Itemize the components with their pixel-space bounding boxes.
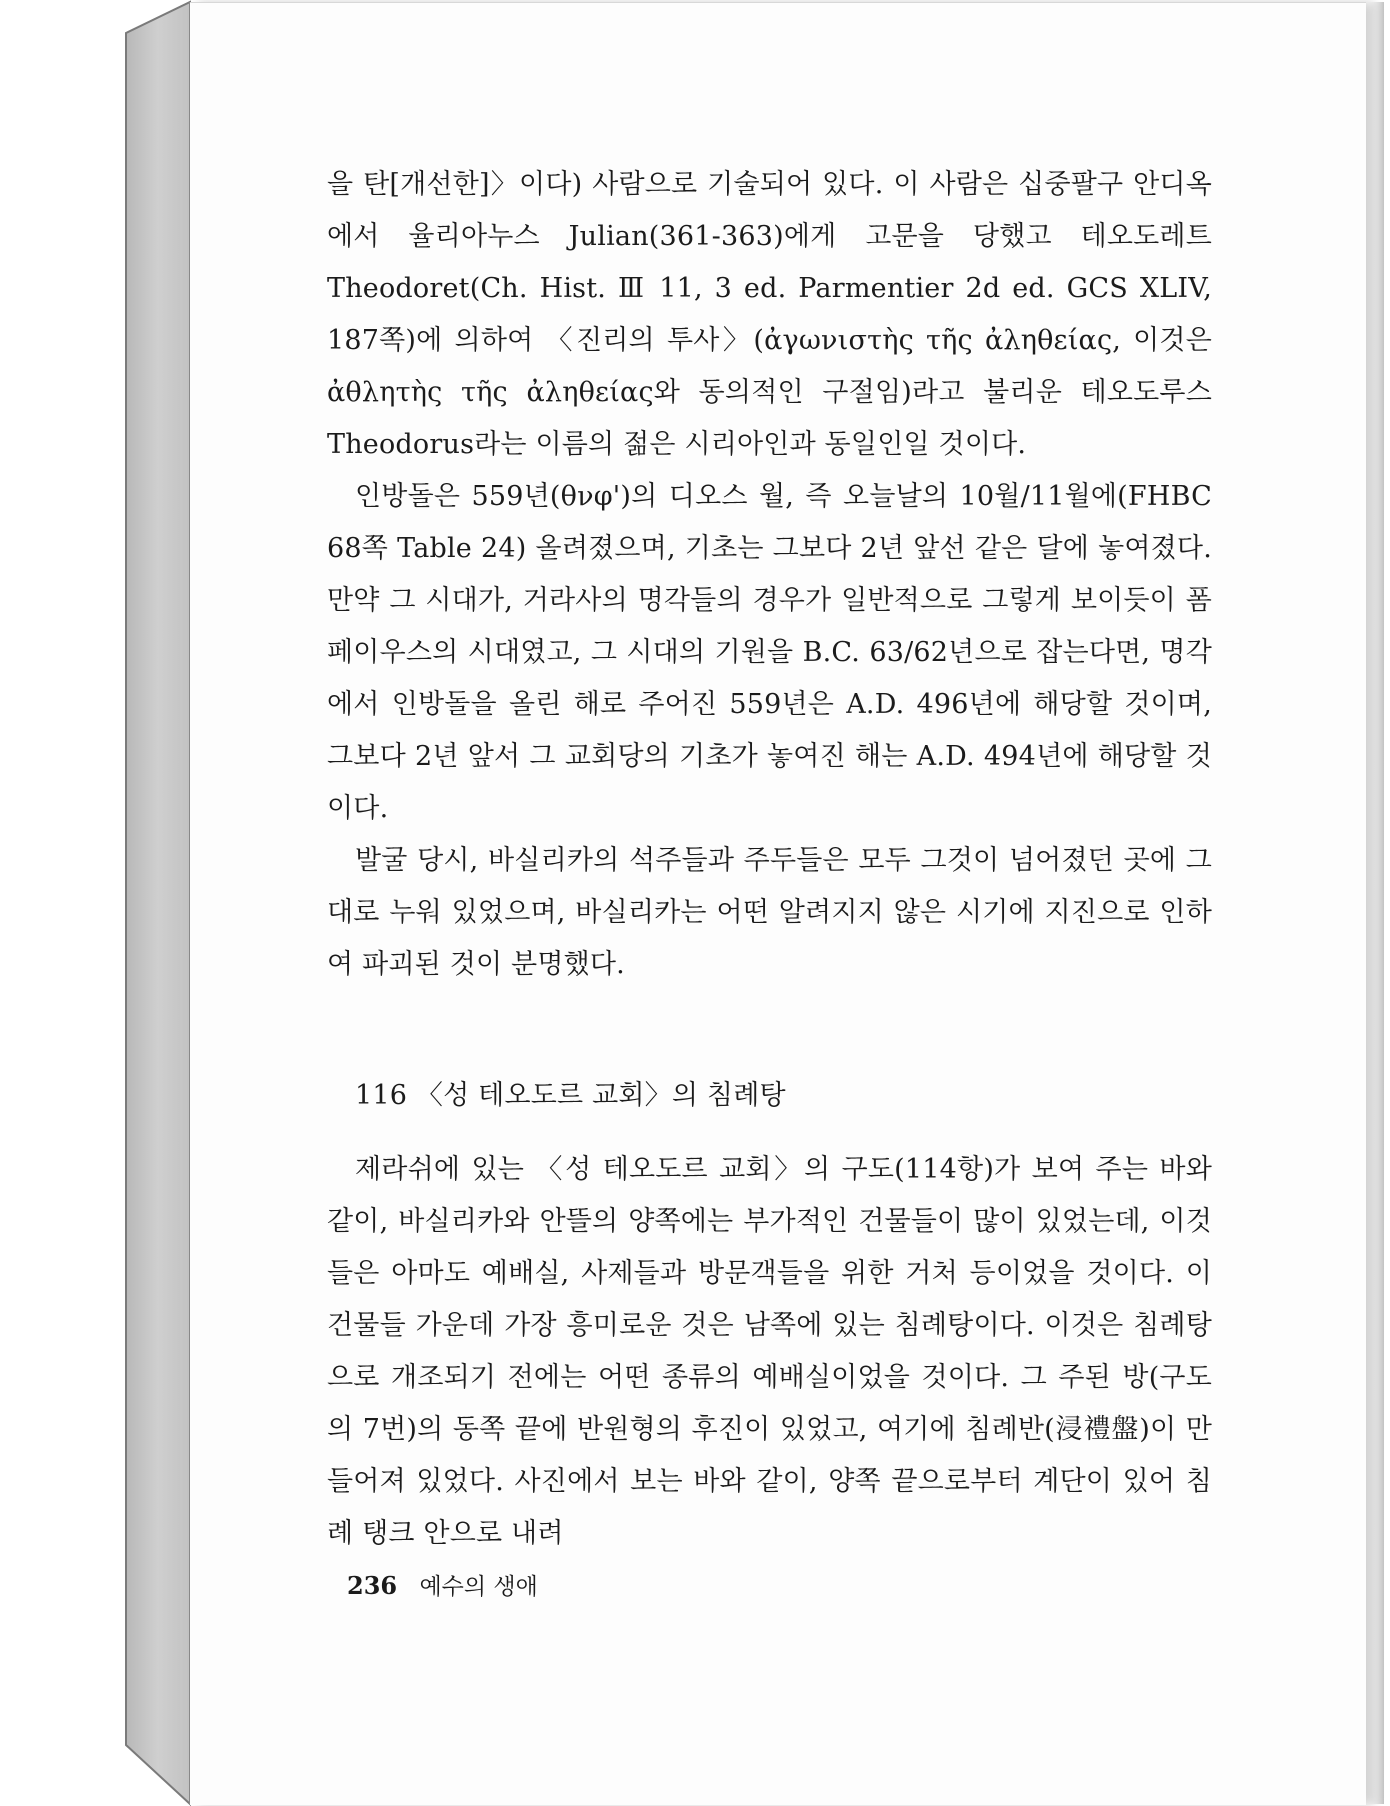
paragraph-2: 인방돌은 559년(θνφ')의 디오스 월, 즉 오늘날의 10월/11월에(FHBC 68쪽 Table 24) 올려졌으며, 기초는 그보다 2년 앞선 같은 달에 놓여졌다. 만약 그 시대가, 거라사의 명각들의 경우가 일반적으로 그렇게 보이듯이 폼페이우스의 시대였고, 그 시대의 기원을 B.C. 63/62년으로 잡는다면, 명각에서 인방돌을 올린 해로 주어진 559년은 A.D. 496년에 해당할 것이며, 그보다 2년 앞서 그 교회당의 기초가 놓여진 해는 A.D. 494년에 해당할 것이다. (327, 481, 1212, 824)
page-footer (347, 1568, 538, 1601)
section-paragraph: 제라쉬에 있는 〈성 테오도르 교회〉의 구도(114항)가 보여 주는 바와 같이, 바실리카와 안뜰의 양쪽에는 부가적인 건물들이 많이 있었는데, 이것들은 아마도 예배실, 사제들과 방문객들을 위한 거처 등이었을 것이다. 이 건물들 가운데 가장 흥미로운 것은 남쪽에 있는 침례탕이다. 이것은 침례탕으로 개조되기 전에는 어떤 종류의 예배실이었을 것이다. 그 주된 방(구도의 7번)의 동쪽 끝에 반원형의 후진이 있었고, 여기에 침례반(浸禮盤)이 만들어져 있었다. 사진에서 보는 바와 같이, 양쪽 끝으로부터 계단이 있어 침례 탱크 안으로 내려 (327, 1154, 1212, 1549)
page-number: 236 (347, 1571, 398, 1600)
body-text (327, 159, 1212, 1560)
paragraph-3: 발굴 당시, 바실리카의 석주들과 주두들은 모두 그것이 넘어졌던 곳에 그대로 누워 있었으며, 바실리카는 어떤 알려지지 않은 시기에 지진으로 인하여 파괴된 것이 분명했다. (327, 845, 1212, 980)
book-page (190, 2, 1366, 1805)
running-title: 예수의 생애 (419, 1574, 538, 1600)
paragraph-1: 을 탄[개선한]〉이다) 사람으로 기술되어 있다. 이 사람은 십중팔구 안디옥에서 율리아누스 Julian(361-363)에게 고문을 당했고 테오도레트 Theodoret(Ch. Hist. Ⅲ 11, 3 ed. Parmentier 2d ed. GCS XLIV, 187쪽)에 의하여 〈진리의 투사〉(ἀγωνιστὴς τῆς ἀληθείας, 이것은 ἀθλητὴς τῆς ἀληθείας와 동의적인 구절임)라고 불리운 테오도루스 Theodorus라는 이름의 젊은 시리아인과 동일인일 것이다. (327, 169, 1212, 460)
section-heading: 116 〈성 테오도르 교회〉의 침례탕 (355, 1080, 786, 1111)
